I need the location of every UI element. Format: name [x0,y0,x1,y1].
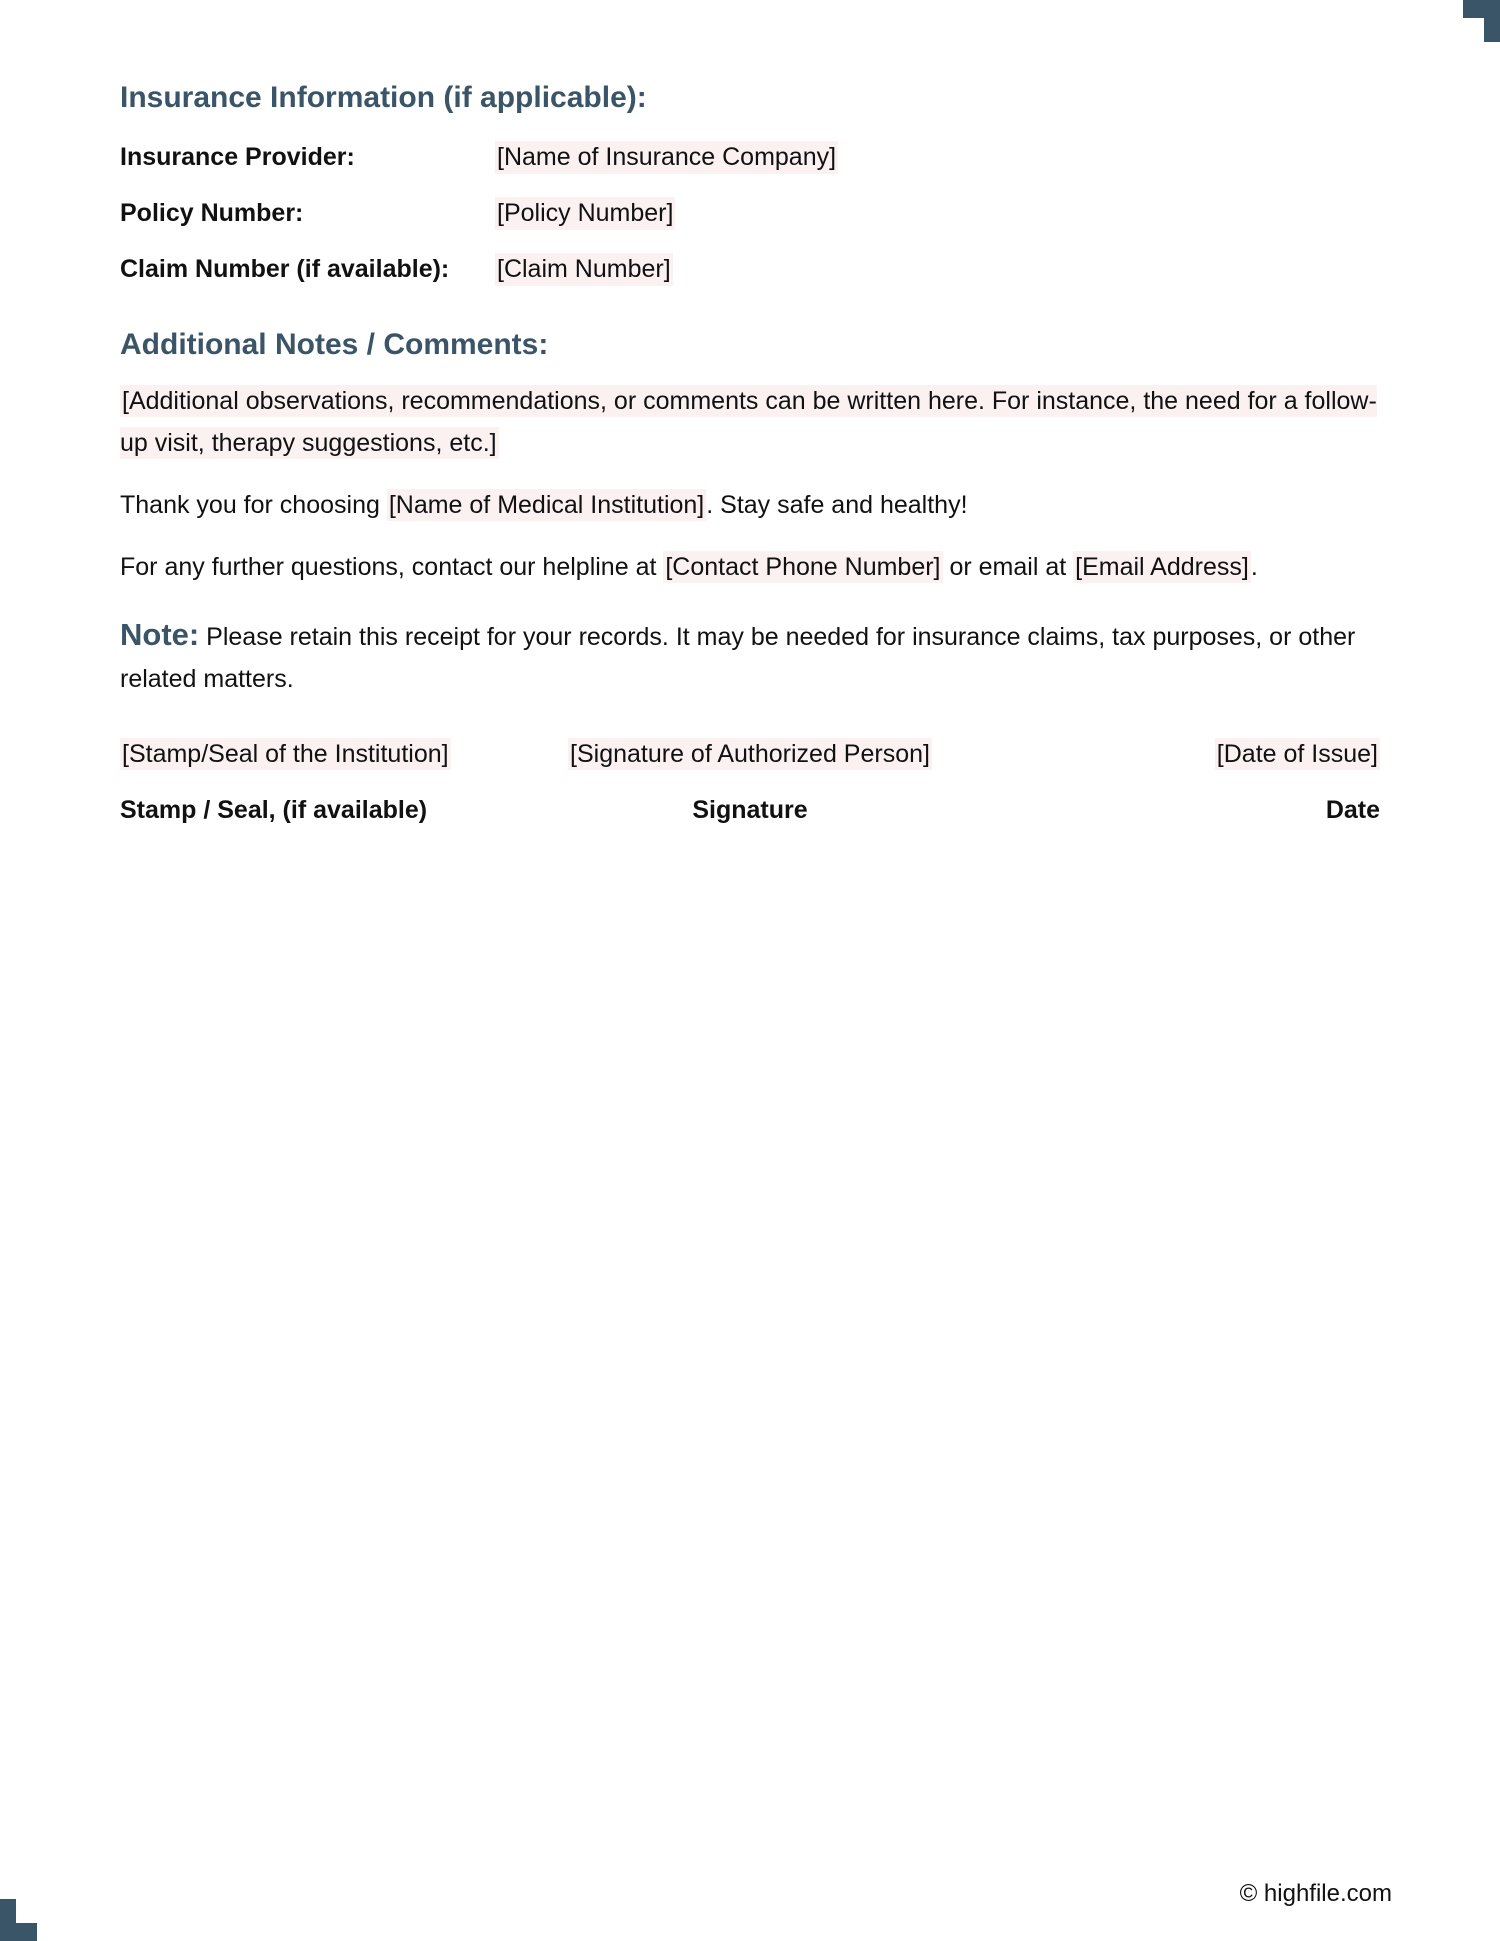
note-paragraph [120,614,1380,700]
stamp-cell [120,740,540,769]
document-page [120,72,1380,834]
signature-label: Signature [692,795,808,824]
thanks-prefix: Thank you for choosing [120,491,387,519]
insurance-provider-label: Insurance Provider: [120,142,355,171]
date-placeholder[interactable]: [Date of Issue] [1216,739,1378,768]
notes-placeholder[interactable]: [Additional observations, recommendations, or comments can be written here. For instance, the need for a follow-up visit, therapy suggestions, etc.] [120,387,1377,457]
notes-paragraph [120,380,1380,464]
corner-decoration-top-right [1463,0,1500,42]
date-cell [960,740,1380,769]
insurance-heading: Insurance Information (if applicable): [120,81,647,114]
policy-number-label: Policy Number: [120,198,304,227]
contact-prefix: For any further questions, contact our helpline at [120,553,664,581]
contact-email-placeholder[interactable]: [Email Address] [1075,553,1249,581]
contact-suffix: . [1250,553,1258,581]
contact-phone-placeholder[interactable]: [Contact Phone Number] [665,553,941,581]
thanks-paragraph [120,484,1380,526]
thanks-suffix: . Stay safe and healthy! [706,491,968,519]
signature-values-row [120,730,1380,778]
insurance-provider-row [120,129,1380,185]
contact-middle: or email at [942,553,1074,581]
claim-number-row [120,241,1380,297]
contact-paragraph [120,546,1380,588]
notes-heading: Additional Notes / Comments: [120,328,549,361]
policy-number-value[interactable]: [Policy Number] [495,197,675,230]
signature-placeholder[interactable]: [Signature of Authorized Person] [570,739,930,768]
claim-number-label: Claim Number (if available): [120,254,450,283]
note-label: Note: [120,617,200,652]
stamp-placeholder[interactable]: [Stamp/Seal of the Institution] [122,739,449,768]
stamp-label: Stamp / Seal, (if available) [120,795,428,824]
insurance-provider-value[interactable]: [Name of Insurance Company] [495,141,838,174]
corner-decoration-bottom-left [0,1899,37,1941]
policy-number-row [120,185,1380,241]
signature-labels-row [120,786,1380,834]
footer-copyright: © highfile.com [1239,1880,1392,1907]
claim-number-value[interactable]: [Claim Number] [495,253,673,286]
institution-name-placeholder[interactable]: [Name of Medical Institution] [388,491,705,519]
signature-cell [540,740,960,769]
date-label: Date [1325,795,1380,824]
note-text: Please retain this receipt for your records. It may be needed for insurance claims, tax purposes, or other related matters. [120,623,1356,693]
